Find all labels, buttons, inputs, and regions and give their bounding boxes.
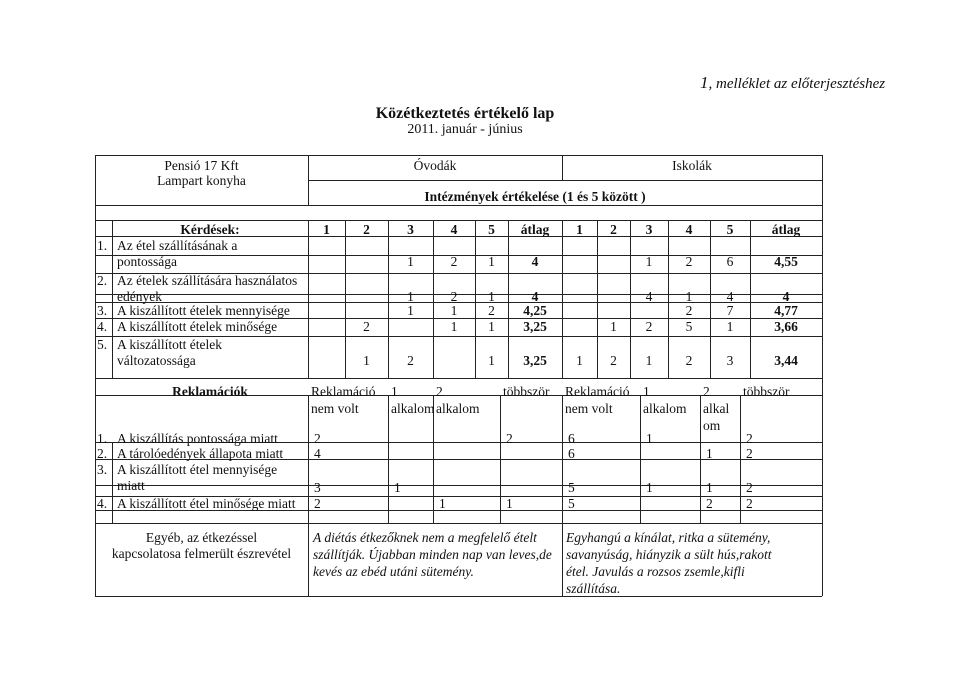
other-label: Egyéb, az étkezéssel [145, 530, 258, 545]
score-cell: 7 [726, 303, 734, 318]
score-cell: 3 [726, 353, 734, 368]
other-iskola-remark: Egyhangú a kínálat, ritka a sütemény, [566, 530, 771, 545]
score-cell: 1 [488, 289, 495, 304]
complaint-cell: 3 [314, 480, 321, 495]
complaint-cell: 1 [394, 480, 401, 495]
score-cell: 4 [645, 289, 653, 304]
other-iskola-remark: szállítása. [566, 581, 621, 596]
grid-line [740, 395, 741, 523]
complaint-label: A kiszállítás pontossága miatt [117, 431, 278, 446]
score-cell: 1 [685, 289, 693, 304]
score-col-header: 4 [685, 222, 693, 237]
score-cell: 2 [450, 254, 458, 269]
score-cell: 2 [685, 254, 693, 269]
complaint-label: A kiszállított étel mennyisége [117, 462, 278, 477]
score-cell: 4,55 [774, 254, 798, 269]
score-cell: 4 [531, 254, 539, 269]
period: 2011. január - június [407, 122, 523, 137]
score-cell: 5 [685, 319, 693, 334]
other-iskola-remark: étel. Javulás a rozsos zsemle,kifli [566, 564, 745, 579]
complaint-cell: 2 [706, 496, 713, 511]
group-iskolak: Iskolák [672, 158, 712, 173]
score-col-header: 5 [488, 222, 495, 237]
complaint-col-header-cont: alkal [703, 401, 730, 416]
complaint-col-header-cont: om [703, 418, 721, 433]
question-label: A kiszállított ételek minősége [117, 319, 278, 334]
other-ovoda-remark: szállítják. Újabban minden nap van leves,de [313, 547, 552, 562]
complaint-cell: 2 [506, 431, 513, 446]
grid-line [95, 155, 822, 156]
complaint-cell: 2 [746, 480, 753, 495]
complaint-cell: 1 [646, 480, 653, 495]
score-cell: 1 [407, 303, 414, 318]
grid-line [822, 395, 823, 523]
question-label: Az étel szállításának a [117, 238, 238, 253]
complaint-number: 2. [97, 446, 108, 461]
score-col-header: átlag [771, 222, 801, 237]
question-label: A kiszállított ételek [117, 337, 222, 352]
score-col-header: 2 [363, 222, 370, 237]
annex-text: melléklet az előterjesztéshez [716, 76, 886, 92]
score-cell: 6 [726, 254, 734, 269]
complaint-col-header-cont: nem volt [311, 401, 359, 416]
complaints-label: Reklamációk [172, 384, 248, 399]
score-cell: 2 [363, 319, 370, 334]
question-number: 3. [97, 303, 108, 318]
other-ovoda-remark: kevés az ebéd utáni sütemény. [313, 564, 474, 579]
grid-line [95, 378, 822, 379]
complaint-col-header: többször [743, 384, 790, 399]
complaint-number: 1. [97, 431, 108, 446]
group-ovodak: Óvodák [413, 158, 457, 173]
grid-line [95, 220, 822, 221]
score-cell: 2 [407, 353, 414, 368]
score-cell: 2 [610, 353, 617, 368]
complaint-label: A kiszállított étel minősége miatt [117, 496, 296, 511]
score-cell: 1 [645, 254, 653, 269]
provider-kitchen: Lampart konyha [157, 173, 246, 188]
score-cell: 1 [726, 319, 734, 334]
score-cell: 1 [488, 353, 495, 368]
complaint-label-cont: miatt [117, 478, 145, 493]
question-number: 5. [97, 337, 108, 352]
grid-line [562, 395, 563, 523]
complaint-col-header-cont: nem volt [565, 401, 613, 416]
complaint-col-header: 1 [391, 384, 398, 399]
score-cell: 1 [450, 303, 458, 318]
score-cell: 3,25 [523, 319, 547, 334]
score-col-header: 2 [610, 222, 617, 237]
question-number: 2. [97, 273, 108, 288]
complaint-col-header: többször [503, 384, 550, 399]
grid-line [822, 220, 823, 378]
complaint-cell: 5 [568, 480, 575, 495]
other-ovoda-remark: A diétás étkezőknek nem a megfelelő ételt [313, 530, 537, 545]
score-cell: 1 [645, 353, 653, 368]
score-col-header: 3 [407, 222, 414, 237]
grid-line [640, 395, 641, 523]
grid-line [95, 485, 822, 486]
question-label: A kiszállított ételek mennyisége [117, 303, 290, 318]
annex-number: 1 [700, 73, 709, 92]
score-cell: 2 [645, 319, 653, 334]
score-cell: 1 [363, 353, 370, 368]
score-col-header: 1 [576, 222, 583, 237]
score-cell: 4 [782, 289, 790, 304]
complaint-cell: 2 [746, 446, 753, 461]
complaint-label: A tárolóedények állapota miatt [117, 446, 284, 461]
other-iskola-remark: savanyúság, hiányzik a sült hús,rakott [566, 547, 772, 562]
grid-line [388, 395, 389, 523]
score-col-header: 4 [450, 222, 458, 237]
question-label-cont: edények [117, 289, 162, 304]
grid-line [562, 523, 563, 596]
complaint-cell: 1 [439, 496, 446, 511]
provider-name: Pensió 17 Kft [164, 158, 239, 173]
complaint-col-header-cont: alkalom [643, 401, 687, 416]
grid-line [308, 180, 822, 181]
complaint-cell: 2 [746, 496, 753, 511]
score-col-header: 1 [323, 222, 330, 237]
score-col-header: átlag [520, 222, 550, 237]
score-cell: 2 [488, 303, 495, 318]
score-cell: 1 [610, 319, 617, 334]
complaint-col-header: 2 [703, 384, 710, 399]
score-col-header: 3 [645, 222, 653, 237]
question-label-cont: változatossága [117, 353, 196, 368]
score-cell: 1 [450, 319, 458, 334]
complaint-cell: 1 [506, 496, 513, 511]
complaint-col-header-cont: alkalom [436, 401, 480, 416]
score-cell: 2 [450, 289, 458, 304]
complaint-cell: 2 [314, 496, 321, 511]
complaint-cell: 2 [746, 431, 753, 446]
complaint-cell: 6 [568, 431, 575, 446]
score-cell: 3,66 [774, 319, 798, 334]
complaint-cell: 1 [706, 480, 713, 495]
score-cell: 3,44 [774, 353, 798, 368]
complaint-col-header-cont: alkalom [391, 401, 435, 416]
complaint-cell: 2 [314, 431, 321, 446]
grid-line [308, 220, 309, 378]
grid-line [95, 205, 822, 206]
score-cell: 1 [407, 289, 414, 304]
questions-label: Kérdések: [180, 222, 240, 237]
complaint-col-header: 2 [436, 384, 443, 399]
score-cell: 4,25 [523, 303, 547, 318]
question-number: 1. [97, 238, 108, 253]
complaint-col-header: Reklamáció [565, 384, 630, 399]
complaint-cell: 5 [568, 496, 575, 511]
complaint-number: 3. [97, 462, 108, 477]
score-cell: 1 [488, 319, 495, 334]
complaint-number: 4. [97, 496, 108, 511]
score-cell: 2 [685, 303, 693, 318]
grid-line [112, 220, 113, 378]
page-title: Közétkeztetés értékelő lap [375, 105, 555, 122]
grid-line [308, 395, 309, 523]
grid-line [500, 395, 501, 523]
grid-line [700, 395, 701, 523]
rating-header: Intézmények értékelése (1 és 5 között ) [424, 189, 646, 204]
other-label-cont: kapcsolatosa felmerült észrevétel [111, 546, 292, 561]
score-cell: 4 [726, 289, 734, 304]
question-label: Az ételek szállítására használatos [117, 273, 298, 288]
complaint-cell: 1 [646, 431, 653, 446]
grid-line [112, 442, 113, 523]
score-cell: 4 [531, 289, 539, 304]
score-cell: 2 [685, 353, 693, 368]
score-cell: 1 [576, 353, 583, 368]
complaint-cell: 1 [706, 446, 713, 461]
question-label-cont: pontossága [117, 254, 177, 269]
complaint-cell: 4 [314, 446, 321, 461]
score-cell: 1 [488, 254, 495, 269]
score-cell: 4,77 [774, 303, 798, 318]
score-cell: 3,25 [523, 353, 547, 368]
complaint-col-header: 1 [643, 384, 650, 399]
complaint-col-header: Reklamáció [311, 384, 376, 399]
complaint-cell: 6 [568, 446, 575, 461]
grid-line [95, 596, 822, 597]
grid-line [95, 523, 822, 524]
score-cell: 1 [407, 254, 414, 269]
grid-line [308, 523, 309, 596]
score-col-header: 5 [726, 222, 734, 237]
annex-note: 1, melléklet az előterjesztéshez [700, 73, 886, 92]
question-number: 4. [97, 319, 108, 334]
